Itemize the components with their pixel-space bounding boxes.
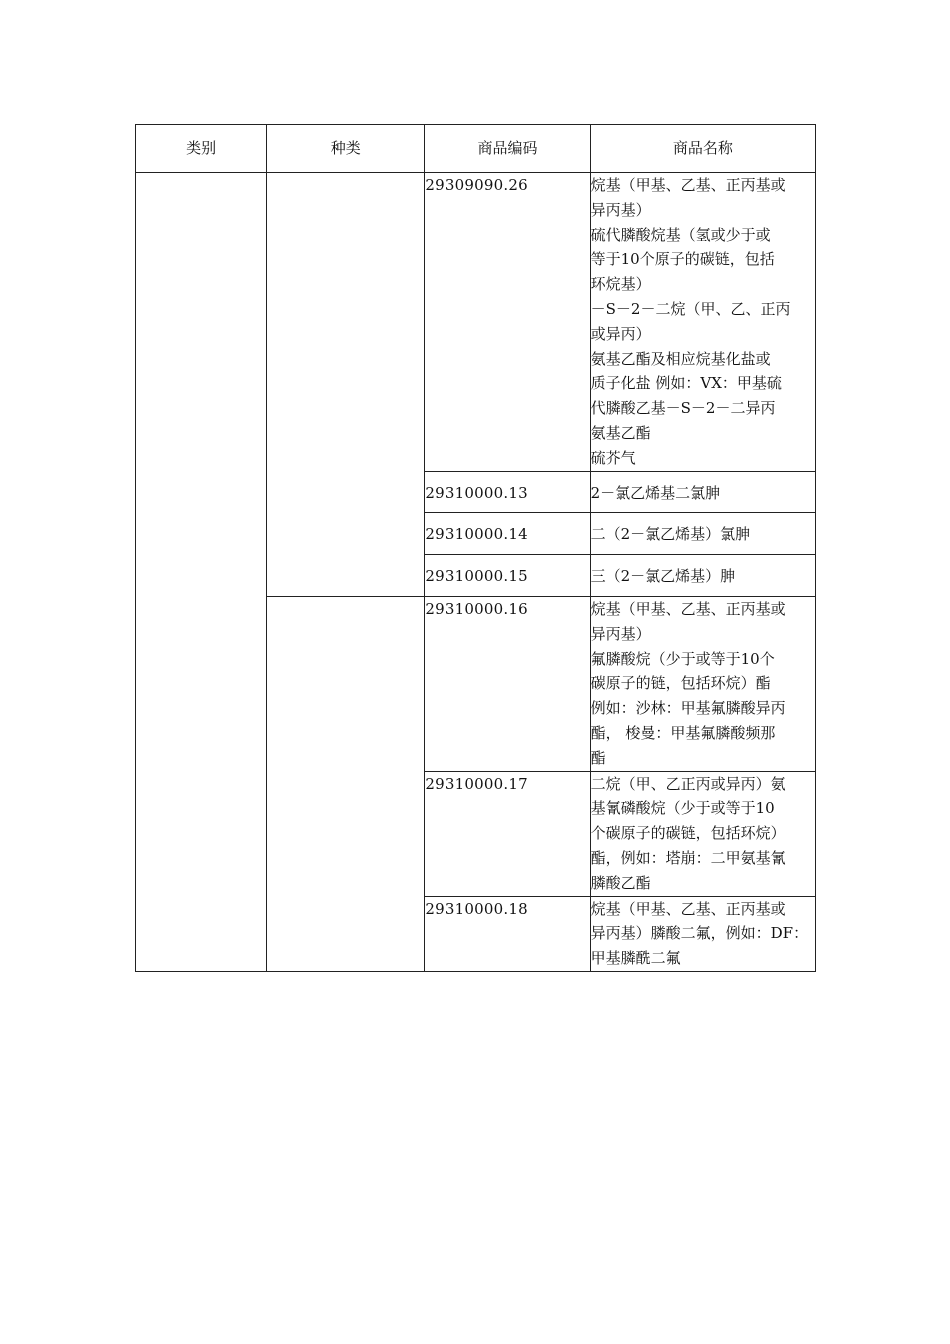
name-line: 或异丙） xyxy=(590,324,651,343)
header-code: 商品编码 xyxy=(425,125,590,173)
header-kind: 种类 xyxy=(267,125,425,173)
name-line: 基氰磷酸烷（少于或等于10 xyxy=(590,799,775,818)
name-line: 酯，例如：塔崩：二甲氨基氰 xyxy=(590,848,786,867)
name-line: 碳原子的链，包括环烷）酯 xyxy=(590,674,771,693)
name-line: 氟膦酸烷（少于或等于10个 xyxy=(590,649,775,668)
goods-table xyxy=(135,124,816,972)
name-cell xyxy=(590,596,815,771)
header-name: 商品名称 xyxy=(590,125,815,173)
name-line: 三（2－氯乙烯基）胂 xyxy=(590,567,736,586)
code-cell: 29309090.26 xyxy=(425,173,590,472)
name-line: －S－2－二烷（甲、乙、正丙 xyxy=(590,299,791,318)
name-line: 环烷基） xyxy=(590,275,651,294)
name-line: 质子化盐 例如：VX：甲基硫 xyxy=(590,374,782,393)
category-cell xyxy=(136,173,267,972)
name-line: 酯， 梭曼：甲基氟膦酸频那 xyxy=(590,723,776,742)
header-category: 类别 xyxy=(136,125,267,173)
name-cell xyxy=(590,173,815,472)
name-cell xyxy=(590,771,815,896)
table-header-row xyxy=(136,125,816,173)
name-line: 例如：沙林：甲基氟膦酸异丙 xyxy=(590,699,786,718)
kind-cell xyxy=(267,596,425,971)
name-cell xyxy=(590,471,815,513)
table-row xyxy=(136,173,816,472)
name-line: 烷基（甲基、乙基、正丙基或 xyxy=(590,899,786,918)
name-line: 烷基（甲基、乙基、正丙基或 xyxy=(590,176,786,194)
kind-cell xyxy=(267,173,425,597)
code-cell: 29310000.14 xyxy=(425,513,590,555)
code-cell: 29310000.16 xyxy=(425,596,590,771)
name-cell xyxy=(590,896,815,971)
name-line: 硫芥气 xyxy=(590,448,636,467)
name-line: 硫代膦酸烷基（氢或少于或 xyxy=(590,225,771,244)
name-line: 代膦酸乙基－S－2－二异丙 xyxy=(590,399,776,418)
code-cell: 29310000.15 xyxy=(425,555,590,597)
name-cell xyxy=(590,555,815,597)
code-cell: 29310000.13 xyxy=(425,471,590,513)
name-line: 二（2－氯乙烯基）氯胂 xyxy=(590,525,751,544)
name-line: 异丙基） xyxy=(590,200,651,219)
code-cell: 29310000.17 xyxy=(425,771,590,896)
name-line: 氨基乙酯 xyxy=(590,423,651,442)
name-line: 异丙基） xyxy=(590,624,651,643)
name-line: 酯 xyxy=(590,748,606,767)
name-line: 异丙基）膦酸二氟，例如：DF： xyxy=(590,924,809,943)
name-line: 个碳原子的碳链，包括环烷） xyxy=(590,824,786,843)
name-line: 膦酸乙酯 xyxy=(590,873,651,892)
code-cell: 29310000.18 xyxy=(425,896,590,971)
name-line: 烷基（甲基、乙基、正丙基或 xyxy=(590,599,786,618)
name-line: 等于10个原子的碳链，包括 xyxy=(590,250,775,269)
name-line: 氨基乙酯及相应烷基化盐或 xyxy=(590,349,771,368)
name-cell xyxy=(590,513,815,555)
name-line: 二烷（甲、乙正丙或异丙）氨 xyxy=(590,774,786,793)
name-line: 2－氯乙烯基二氯胂 xyxy=(590,483,721,502)
name-line: 甲基膦酰二氟 xyxy=(590,949,681,968)
